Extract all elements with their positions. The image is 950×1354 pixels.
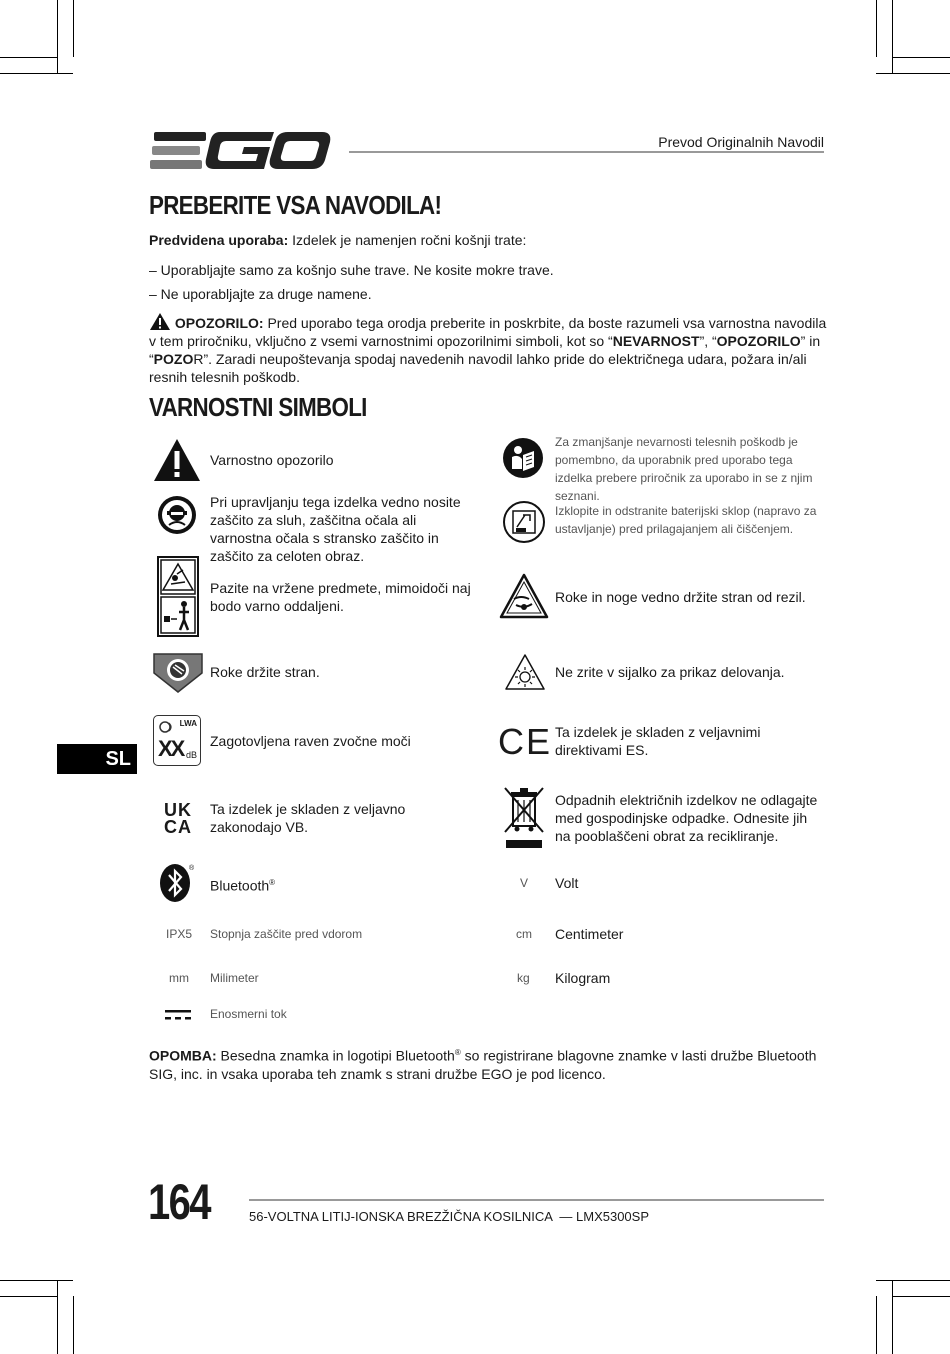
- symbol-label: IPX5: [166, 927, 193, 941]
- note-paragraph: [149, 1044, 829, 1083]
- signal-word: NEVARNOST: [612, 333, 700, 349]
- symbol-description: Kilogram: [555, 970, 611, 986]
- crop-mark: [0, 73, 73, 74]
- symbol-description: Roke držite stran.: [210, 664, 320, 680]
- read-manual-icon: [501, 436, 545, 480]
- crop-mark: [0, 1296, 57, 1297]
- warning-text: Pred uporabo tega orodja preberite in poskrbite, da boste razumeli vsa varnostna navodila v tem priročniku, vključno z vsemi varnostnimi opozorilnimi simboli, kot so “: [149, 315, 827, 349]
- symbol-description: Centimeter: [555, 926, 624, 942]
- symbol-description: Varnostno opozorilo: [210, 452, 334, 468]
- sound-power-icon: [152, 714, 202, 767]
- header-subtitle: Prevod Originalnih Navodil: [658, 134, 824, 150]
- header-rule: [349, 151, 824, 153]
- symbol-description: Zagotovljena raven zvočne moči: [210, 733, 411, 749]
- symbol-description: Ta izdelek je skladen z veljavno zakonodajo VB.: [210, 801, 406, 835]
- ukca-icon: [161, 801, 195, 837]
- crop-mark: [876, 1296, 877, 1354]
- intended-use-text: Izdelek je namenjen ročni košnji trate:: [288, 232, 527, 248]
- svg-text:®: ®: [189, 865, 195, 872]
- note-text: so registrirane blagovne znamke v lasti družbe Bluetooth SIG, inc. in vsaka uporaba teh znamk s strani družbe EGO je pod licenco.: [149, 1047, 817, 1082]
- crop-mark: [73, 0, 74, 57]
- crop-mark: [892, 1280, 893, 1354]
- page-title: PREBERITE VSA NAVODILA!: [149, 190, 442, 220]
- crop-mark: [876, 0, 877, 57]
- ukca-label: UK: [164, 800, 192, 820]
- registered-mark: ®: [454, 1048, 461, 1057]
- crop-mark: [893, 57, 950, 58]
- language-tab: SL: [57, 744, 137, 774]
- thrown-objects-icon: [157, 556, 199, 637]
- symbol-description: Izklopite in odstranite baterijski sklop (napravo za ustavljanje) pred prilagajanjem ali čiščenjem.: [555, 504, 817, 536]
- crop-mark: [876, 73, 950, 74]
- remove-battery-icon: [502, 500, 546, 544]
- symbol-description: Za zmanjšanje nevarnosti telesnih poškodb je pomembno, da uporabnik pred uporabo tega izdelka prebere priročnik za uporabo in se z njim seznani.: [555, 435, 813, 503]
- warning-paragraph: [149, 312, 829, 386]
- ego-logo: [150, 130, 332, 172]
- symbol-description: Pazite na vržene predmete, mimoidoči naj bodo varno oddaljeni.: [210, 580, 471, 614]
- ce-label: CE: [498, 721, 553, 762]
- warning-text: ”, “: [699, 333, 717, 349]
- symbol-label: cm: [516, 927, 532, 941]
- crop-mark: [57, 1280, 58, 1354]
- registered-mark: ®: [269, 878, 276, 887]
- symbol-description: Volt: [555, 875, 579, 891]
- bullet-item: – Ne uporabljajte za druge namene.: [149, 286, 372, 302]
- footer-rule: [249, 1199, 824, 1201]
- crop-mark: [892, 0, 893, 73]
- symbol-description: Milimeter: [210, 971, 259, 985]
- crop-mark: [893, 1296, 950, 1297]
- page-number: 164: [148, 1174, 210, 1230]
- symbol-description: Enosmerni tok: [210, 1007, 287, 1021]
- crop-mark: [876, 1280, 950, 1281]
- warning-triangle-icon: [149, 312, 171, 331]
- crop-mark: [73, 1296, 74, 1354]
- hands-feet-blade-icon: [499, 573, 549, 619]
- warning-triangle-icon: [150, 436, 204, 484]
- symbol-description: Odpadnih električnih izdelkov ne odlagajte med gospodinjske odpadke. Odnesite jih na pooblaščeni obrat za recikliranje.: [555, 792, 818, 844]
- warning-label: OPOZORILO:: [174, 315, 264, 331]
- crop-mark: [57, 0, 58, 73]
- symbol-description: Roke in noge vedno držite stran od rezil.: [555, 589, 806, 605]
- intended-use: [149, 231, 829, 249]
- section-heading: VARNOSTNI SIMBOLI: [149, 392, 367, 422]
- bullet-item: – Uporabljajte samo za košnjo suhe trave. Ne kosite mokre trave.: [149, 262, 554, 278]
- symbol-description: Ne zrite v sijalko za prikaz delovanja.: [555, 664, 785, 680]
- symbol-label: kg: [517, 971, 530, 985]
- signal-word: POZO: [153, 351, 194, 367]
- no-stare-light-icon: [503, 653, 547, 691]
- symbol-description: Stopnja zaščite pred vdorom: [210, 927, 363, 941]
- bluetooth-icon: [158, 862, 196, 904]
- note-label: OPOMBA:: [149, 1047, 217, 1064]
- lwa-label: LWA: [179, 719, 197, 728]
- weee-bin-icon: [503, 786, 545, 850]
- warning-text: R”. Zaradi neupoštevanja spodaj navedenih navodil lahko pride do električnega udara, požara in/ali resnih telesnih poškodb.: [149, 351, 807, 385]
- footer-product: 56-VOLTNA LITIJ-IONSKA BREZŽIČNA KOSILNICA — LMX5300SP: [249, 1209, 650, 1224]
- crop-mark: [0, 57, 57, 58]
- ukca-label: CA: [164, 817, 192, 837]
- crop-mark: [0, 1280, 73, 1281]
- note-text: Besedna znamka in logotipi Bluetooth: [216, 1047, 455, 1064]
- direct-current-icon: [164, 1008, 192, 1022]
- hands-away-icon: [153, 653, 203, 693]
- signal-word: OPOZORILO: [716, 333, 801, 349]
- sound-level-label: XX: [158, 736, 184, 761]
- bluetooth-text: Bluetooth: [210, 877, 270, 894]
- symbol-description: [210, 874, 472, 895]
- intended-use-label: Predvidena uporaba:: [149, 232, 289, 248]
- db-label: dB: [185, 750, 197, 760]
- symbol-label: V: [520, 876, 529, 890]
- symbol-label: mm: [169, 971, 189, 985]
- ce-mark-icon: [498, 721, 553, 762]
- ear-eye-protection-icon: [156, 494, 198, 536]
- symbol-description: Ta izdelek je skladen z veljavnimi direktivami ES.: [555, 724, 761, 758]
- warning-text: ” in “: [149, 333, 821, 367]
- symbol-description: Pri upravljanju tega izdelka vedno nosite zaščito za sluh, zaščitna očala ali varnostna očala s stransko zaščito in zaščito za celoten obraz.: [210, 494, 461, 564]
